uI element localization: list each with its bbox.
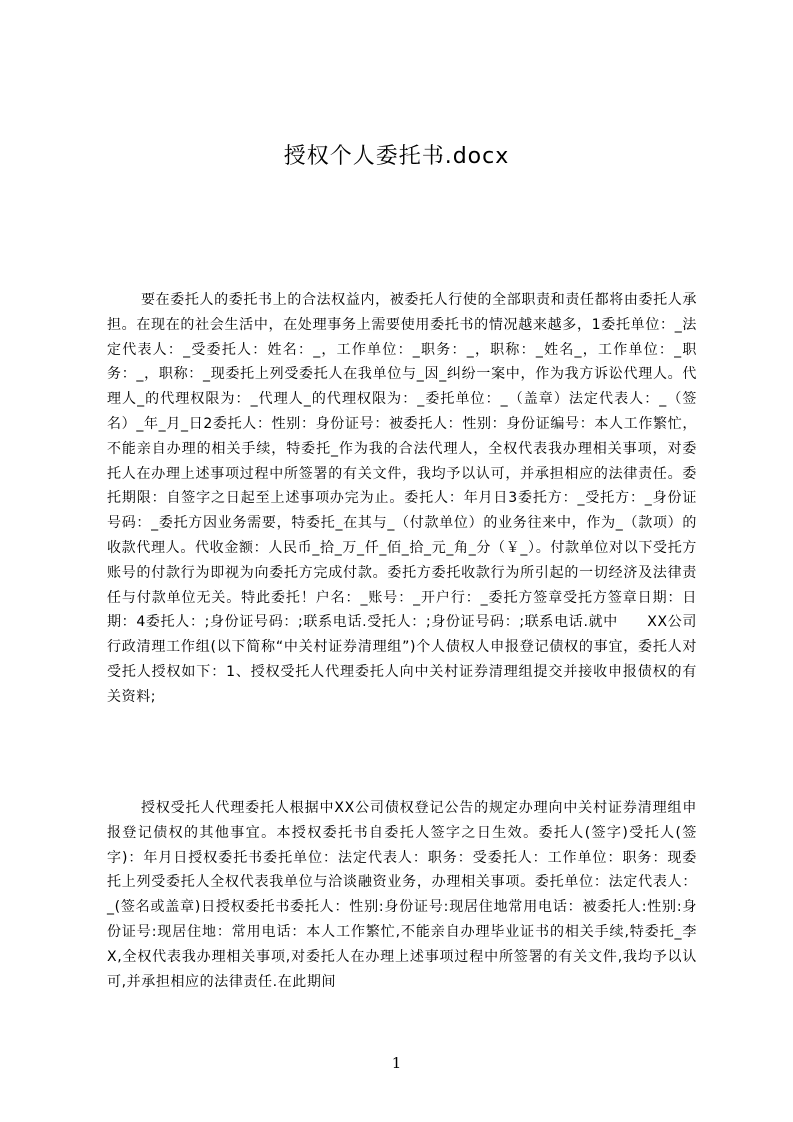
body-paragraph-1: 要在委托人的委托书上的合法权益内，被委托人行使的全部职责和责任都将由委托人承担。在现在的社会生活中，在处理事务上需要使用委托书的情况越来越多，1委托单位：_法定代表人：_受委托人：姓名：_，工作单位：_职务：_，职称：_姓名_，工作单位：_职务：_，职称：_现委托上列受委托人在我单位与_因_纠纷一案中，作为我方诉讼代理人。代理人_的代理权限为：_代理人_的代理权限为：_委托单位：_（盖章）法定代表人：_（签名）_年_月_日2委托人：性别：身份证号：被委托人：性别：身份证编号：本人工作繁忙，不能亲自办理的相关手续，特委托_作为我的合法代理人，全权代表我办理相关事项，对委托人在办理上述事项过程中所签署的有关文件，我均予以认可，并承担相应的法律责任。委托期限：自签字之日起至上述事项办完为止。委托人：年月日3委托方：_受托方：_身份证号码：_委托方因业务需要，特委托_在其与_（付款单位）的业务往来中，作为_（款项）的收款代理人。代收金额：人民币_拾_万_仟_佰_拾_元_角_分（￥_）。付款单位对以下受托方账号的付款行为即视为向委托方完成付款。委托方委托收款行为所引起的一切经济及法律责任与付款单位无关。特此委托！户名：_账号：_开户行：_委托方签章受托方签章日期：日期：4委托人：;身份证号码：;联系电话.受托人：;身份证号码：;联系电话.就中 XX公司行政清理工作组(以下简称“中关村证券清理组”)个人债权人申报登记债权的事宜，委托人对受托人授权如下：1、授权受托人代理委托人向中关村证券清理组提交并接收申报债权的有关资料; (107, 292, 697, 705)
document-title: 授权个人委托书.docx (283, 144, 510, 169)
page-number: 1 (391, 1054, 402, 1072)
body-paragraph-2: 授权受托人代理委托人根据中XX公司债权登记公告的规定办理向中关村证券清理组申报登记债权的其他事宜。本授权委托书自委托人签字之日生效。委托人(签字)受托人(签字)：年月日授权委托书委托单位：法定代表人：职务：受委托人：工作单位：职务：现委托上列受委托人全权代表我单位与洽谈融资业务，办理相关事项。委托单位：法定代表人：_(签名或盖章)日授权委托书委托人：性别:身份证号:现居住地常用电话：被委托人:性别:身份证号:现居住地：常用电话：本人工作繁忙,不能亲自办理毕业证书的相关手续,特委托_李X,全权代表我办理相关事项,对委托人在办理上述事项过程中所签署的有关文件,我均予以认可,并承担相应的法律责任.在此期间 (107, 800, 697, 990)
